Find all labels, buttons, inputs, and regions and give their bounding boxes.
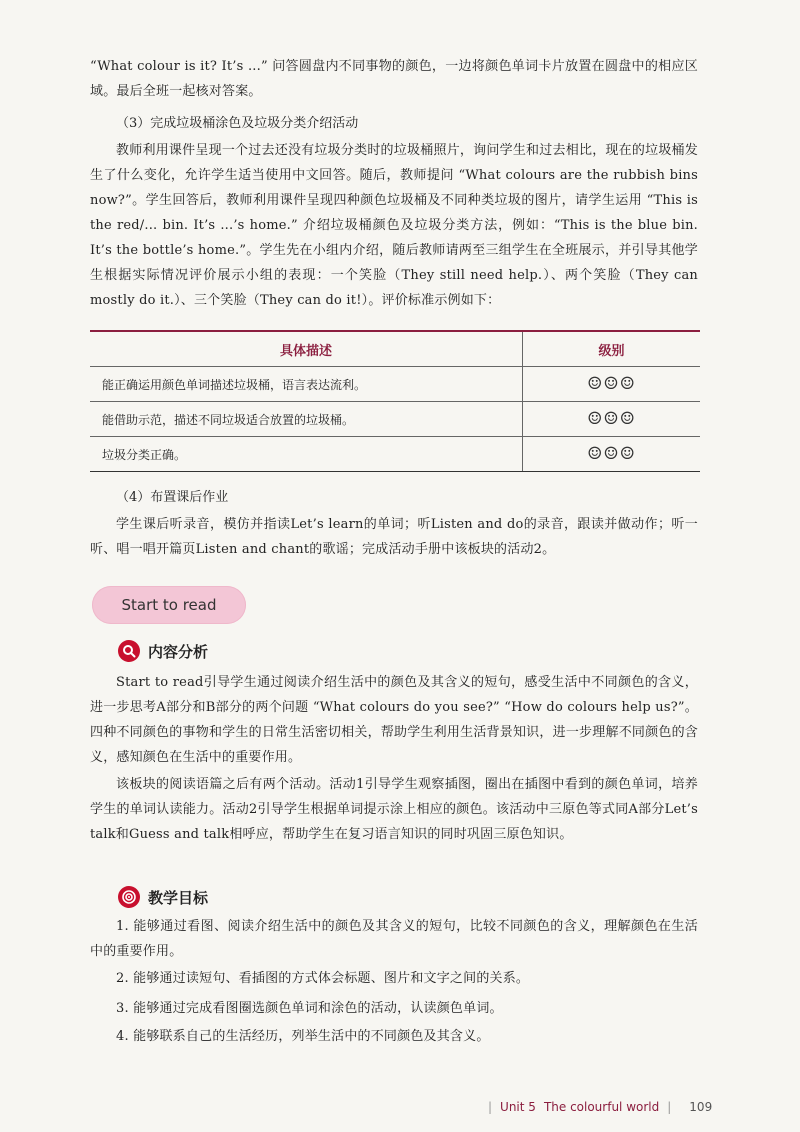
content-analysis-para-2: 该板块的阅读语篇之后有两个活动。活动1引导学生观察插图，圈出在插图中看到的颜色单词，培养学生的单词认读能力。活动2引导学生根据单词提示涂上相应的颜色。该活动中三原色等式同A部分Let’s talk和Guess and talk相呼应，帮助学生在复习语言知识的同时巩固三原色知识。 [90, 777, 698, 842]
goal-item: 1. 能够通过看图、阅读介绍生活中的颜色及其含义的短句，比较不同颜色的含义，理解颜色在生活中的重要作用。 [90, 919, 698, 959]
teaching-goals-title: 教学目标 [148, 888, 209, 907]
table-header-row [90, 331, 700, 367]
step4-heading: （4）布置课后作业 [116, 490, 229, 505]
smiley-faces-icon: ☺☺☺ [523, 402, 701, 437]
row-description: 能借助示范，描述不同垃圾适合放置的垃圾桶。 [90, 402, 523, 437]
row-description: 垃圾分类正确。 [90, 437, 523, 472]
table-row [90, 402, 700, 437]
goal-item: 3. 能够通过完成看图圈选颜色单词和涂色的活动，认读颜色单词。 [116, 1001, 503, 1016]
table-row [90, 437, 700, 472]
step4-body: 学生课后听录音，模仿并指读Let’s learn的单词；听Listen and do的录音，跟读并做动作；听一听、唱一唱开篇页Listen and chant的歌谣；完成活动手册中该板块的活动2。 [90, 517, 698, 557]
page-footer [488, 1100, 712, 1114]
smiley-faces-icon: ☺☺☺ [523, 367, 701, 402]
footer-unit: Unit 5 [500, 1100, 536, 1114]
header-level: 级别 [523, 331, 701, 367]
smiley-faces-icon: ☺☺☺ [523, 437, 701, 472]
evaluation-table [90, 330, 700, 472]
footer-divider: | [667, 1100, 672, 1114]
row-description: 能正确运用颜色单词描述垃圾桶，语言表达流利。 [90, 367, 523, 402]
footer-title: The colourful world [543, 1100, 660, 1114]
magnifier-icon [118, 640, 140, 662]
teaching-goals-heading [118, 886, 208, 908]
content-analysis-para-1: Start to read引导学生通过阅读介绍生活中的颜色及其含义的短句，感受生活中不同颜色的含义，进一步思考A部分和B部分的两个问题 “What colours do you see?” “How do colours help us?”。四种不同颜色的事物和学生的日常生活密切相关，帮助学生利用生活背景知识，进一步理解不同颜色的含义，感知颜色在生活中的重要作用。 [90, 675, 698, 765]
target-icon [118, 886, 140, 908]
section-pill-start-to-read: Start to read [92, 586, 246, 624]
table-row [90, 367, 700, 402]
step3-body: 教师利用课件呈现一个过去还没有垃圾分类时的垃圾桶照片，询问学生和过去相比，现在的垃圾桶发生了什么变化，允许学生适当使用中文回答。随后，教师提问 “What colours are the rubbish bins now?”。学生回答后，教师利用课件呈现四种颜色垃圾桶及不同种类垃圾的图片，请学生运用 “This is the red/... bin. It’s ...’s home.” 介绍垃圾桶颜色及垃圾分类方法，例如：“This is the blue bin. It’s the bottle’s home.”。学生先在小组内介绍，随后教师请两至三组学生在全班展示，并引导其他学生根据实际情况评价展示小组的表现：一个笑脸（They still need help.）、两个笑脸（They can mostly do it.）、三个笑脸（They can do it!）。评价标准示例如下： [90, 143, 698, 308]
goal-item: 2. 能够通过读短句、看插图的方式体会标题、图片和文字之间的关系。 [116, 971, 530, 986]
content-analysis-heading [118, 640, 208, 662]
top-paragraph: “What colour is it? It’s ...” 问答圆盘内不同事物的颜色，一边将颜色单词卡片放置在圆盘中的相应区域。最后全班一起核对答案。 [90, 59, 698, 99]
content-analysis-title: 内容分析 [148, 642, 209, 661]
goal-item: 4. 能够联系自己的生活经历，列举生活中的不同颜色及其含义。 [116, 1029, 490, 1044]
step3-heading: （3）完成垃圾桶涂色及垃圾分类介绍活动 [116, 116, 359, 131]
page-number: 109 [689, 1100, 713, 1114]
footer-divider: | [488, 1100, 493, 1114]
header-description: 具体描述 [90, 331, 523, 367]
